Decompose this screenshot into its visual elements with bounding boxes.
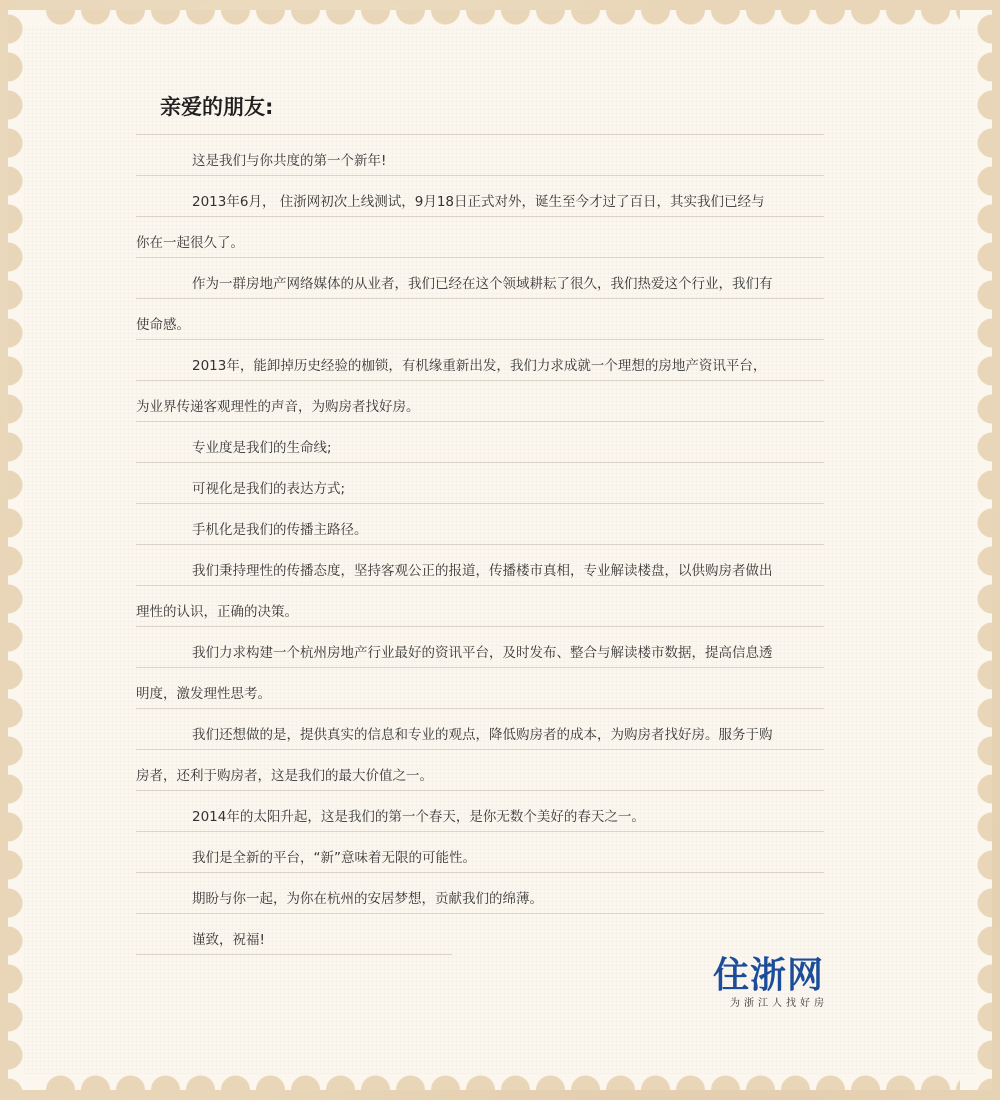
letter [136, 80, 824, 955]
letter-line: 2014年的太阳升起，这是我们的第一个春天，是你无数个美好的春天之一。 [136, 791, 824, 832]
letter-closing: 谨致，祝福! [136, 914, 452, 955]
letter-greeting: 亲爱的朋友: [136, 80, 824, 135]
letter-line: 期盼与你一起，为你在杭州的安居梦想，贡献我们的绵薄。 [136, 873, 824, 914]
letter-line: 你在一起很久了。 [136, 217, 824, 258]
letter-line: 为业界传递客观理性的声音，为购房者找好房。 [136, 381, 824, 422]
letter-line: 理性的认识，正确的决策。 [136, 586, 824, 627]
letter-line: 我们是全新的平台，“新”意味着无限的可能性。 [136, 832, 824, 873]
letter-line: 2013年6月， 住浙网初次上线测试，9月18日正式对外，诞生至今才过了百日，其实我们已经与 [136, 176, 824, 217]
brand-logo-slogan: 为浙江人找好房 [730, 998, 828, 1009]
letter-line: 房者，还利于购房者，这是我们的最大价值之一。 [136, 750, 824, 791]
brand-logo [712, 955, 828, 1012]
brand-logo-name: 住浙网 [712, 955, 824, 996]
letter-line: 我们秉持理性的传播态度，坚持客观公正的报道，传播楼市真相，专业解读楼盘，以供购房者做出 [136, 545, 824, 586]
letter-line: 我们还想做的是，提供真实的信息和专业的观点，降低购房者的成本，为购房者找好房。服务于购 [136, 709, 824, 750]
letter-line: 明度，激发理性思考。 [136, 668, 824, 709]
letter-line: 手机化是我们的传播主路径。 [136, 504, 824, 545]
letter-line: 可视化是我们的表达方式; [136, 463, 824, 504]
letter-line: 专业度是我们的生命线; [136, 422, 824, 463]
letter-line: 我们力求构建一个杭州房地产行业最好的资讯平台，及时发布、整合与解读楼市数据，提高信息透 [136, 627, 824, 668]
letter-line: 2013年，能卸掉历史经验的枷锁，有机缘重新出发，我们力求成就一个理想的房地产资讯平台， [136, 340, 824, 381]
letter-line: 这是我们与你共度的第一个新年! [136, 135, 824, 176]
letter-line: 使命感。 [136, 299, 824, 340]
letter-body [136, 135, 824, 914]
letter-line: 作为一群房地产网络媒体的从业者，我们已经在这个领域耕耘了很久，我们热爱这个行业，我们有 [136, 258, 824, 299]
